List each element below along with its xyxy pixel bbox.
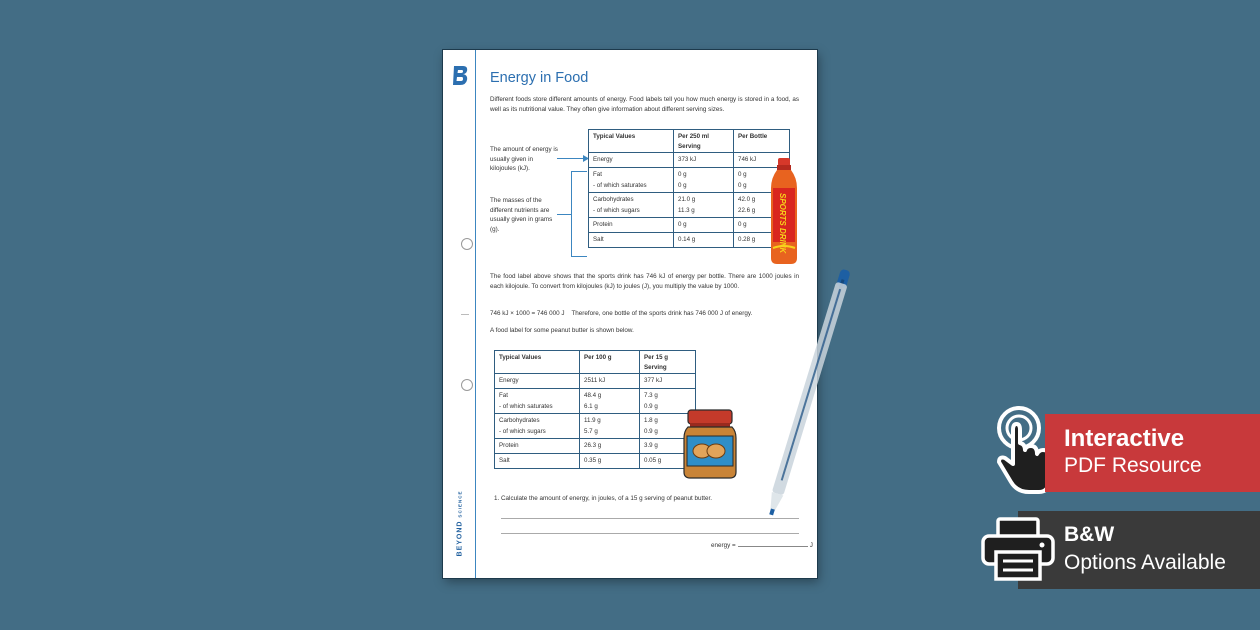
badge-line-2: PDF Resource (1064, 454, 1202, 477)
pointer-line (571, 171, 587, 172)
table-cell: 2511 kJ (580, 374, 640, 389)
sports-drink-bottle-icon (767, 158, 801, 266)
table-cell: 0 g 0 g (674, 168, 734, 193)
badge-line-1: B&W (1064, 523, 1115, 546)
energy-answer-blank[interactable] (738, 546, 808, 547)
binder-hole (461, 238, 473, 250)
table-cell: 0 g (734, 218, 790, 233)
table-row (495, 414, 696, 439)
intro-paragraph: Different foods store different amounts of energy. Food labels tell you how much energy is stored in a food, as well as its nutritional value. They often give information about different serving sizes. (490, 96, 799, 113)
table-cell: Carbohydrates - of which sugars (589, 193, 674, 218)
table-cell: 42.0 g 22.6 g (734, 193, 790, 218)
margin-line (475, 50, 476, 578)
table-row (589, 168, 790, 193)
table-cell: 746 kJ (734, 153, 790, 168)
table-cell: Energy (589, 153, 674, 168)
page-title: Energy in Food (490, 70, 589, 86)
question-1: 1. Calculate the amount of energy, in joules, of a 15 g serving of peanut butter. (494, 495, 712, 502)
pointer-line (557, 214, 571, 215)
table-row (495, 389, 696, 414)
energy-note: The amount of energy is usually given in kilojoules (kJ). (490, 146, 558, 173)
answer-line[interactable] (501, 518, 799, 519)
table-row (495, 439, 696, 454)
printer-icon (980, 516, 1056, 582)
table-cell: 7.3 g 0.9 g (640, 389, 696, 414)
table-cell: Protein (495, 439, 580, 454)
sports-drink-table (588, 129, 790, 248)
table-row (589, 218, 790, 233)
table-row (495, 454, 696, 469)
table-cell: 26.3 g (580, 439, 640, 454)
table-cell: 0.05 g (640, 454, 696, 469)
table-cell: Fat - of which saturates (589, 168, 674, 193)
interactive-pdf-badge (1045, 414, 1260, 492)
fold-mark (461, 314, 469, 315)
table-cell: Protein (589, 218, 674, 233)
table-cell: 21.0 g 11.3 g (674, 193, 734, 218)
table-row (495, 374, 696, 389)
table-row (589, 153, 790, 168)
badge-line-2: Options Available (1064, 551, 1226, 574)
header-cell: Typical Values (589, 130, 674, 153)
answer-line[interactable] (501, 533, 799, 534)
pointer-bracket (571, 171, 572, 257)
table-cell: 11.9 g 5.7 g (580, 414, 640, 439)
brand-label: BEYOND SCIENCE (456, 490, 464, 557)
pointer-line (571, 256, 587, 257)
explanation-paragraph: The food label above shows that the sports drink has 746 kJ of energy per bottle. There are 1000 joules in each kilojoule. To convert from kilojoules (kJ) to joules (J), you multiply the value by 1000. (490, 273, 799, 290)
table-cell: Fat - of which saturates (495, 389, 580, 414)
pen-icon (760, 262, 860, 537)
table-cell: 0 g 0 g (734, 168, 790, 193)
table-cell: 377 kJ (640, 374, 696, 389)
table-row (589, 233, 790, 248)
table-cell: 3.9 g (640, 439, 696, 454)
bottle-label: SPORTS DRINK (778, 193, 787, 254)
header-cell: Per 15 g Serving (640, 351, 696, 374)
table-cell: 1.8 g 0.9 g (640, 414, 696, 439)
masses-note: The masses of the different nutrients are usually given in grams (g). (490, 197, 553, 233)
table-cell: 0.14 g (674, 233, 734, 248)
beyond-logo-icon (451, 64, 471, 86)
table-cell: 48.4 g 6.1 g (580, 389, 640, 414)
table-cell: 373 kJ (674, 153, 734, 168)
table-cell: Salt (589, 233, 674, 248)
table-cell: Carbohydrates - of which sugars (495, 414, 580, 439)
header-cell: Typical Values (495, 351, 580, 374)
calculation-line: 746 kJ × 1000 = 746 000 J Therefore, one bottle of the sports drink has 746 000 J of energy. (490, 310, 753, 317)
peanut-butter-table (494, 350, 696, 469)
header-cell: Per Bottle (734, 130, 790, 153)
peanut-intro: A food label for some peanut butter is shown below. (490, 327, 634, 334)
peanut-butter-jar-icon (682, 408, 738, 480)
header-cell: Per 250 ml Serving (674, 130, 734, 153)
table-cell: 0.28 g (734, 233, 790, 248)
table-cell: Energy (495, 374, 580, 389)
table-cell: 0.35 g (580, 454, 640, 469)
header-cell: Per 100 g (580, 351, 640, 374)
table-cell: Salt (495, 454, 580, 469)
binder-hole (461, 379, 473, 391)
table-row (589, 193, 790, 218)
badge-line-1: Interactive (1064, 425, 1185, 452)
energy-answer: energy = J (711, 542, 813, 549)
table-cell: 0 g (674, 218, 734, 233)
pointer-line (557, 158, 585, 159)
